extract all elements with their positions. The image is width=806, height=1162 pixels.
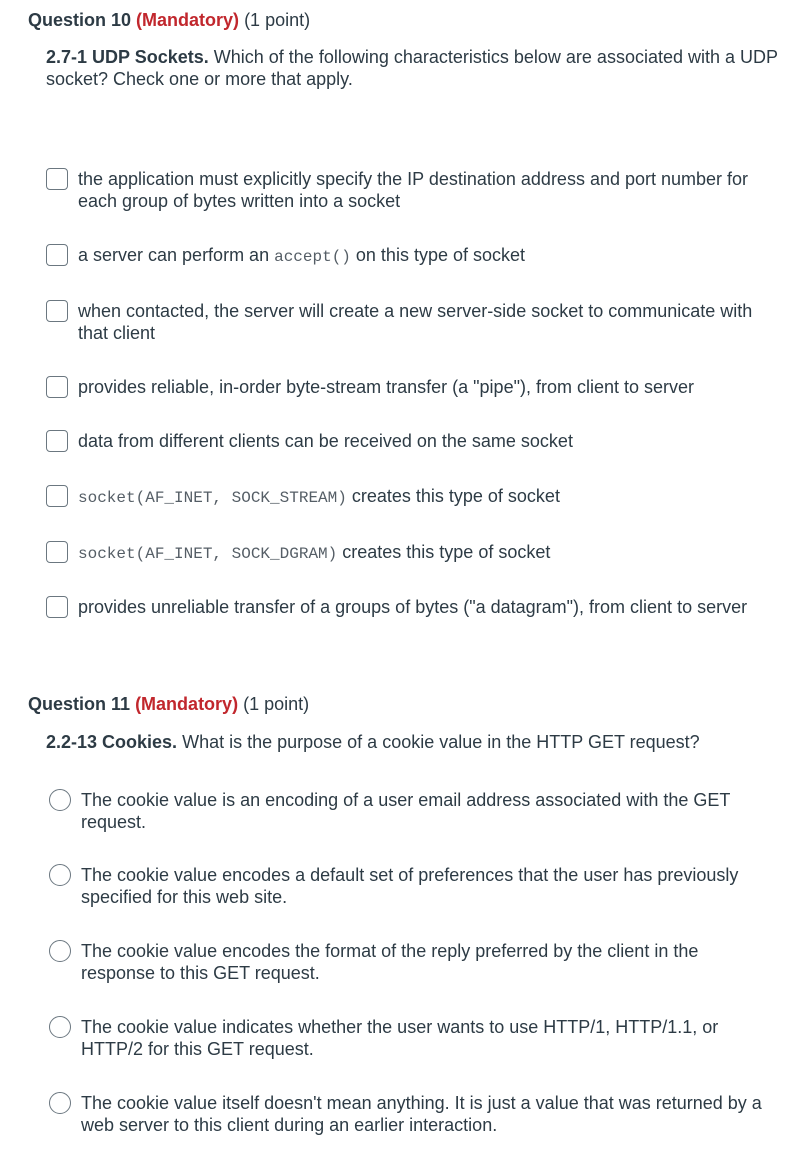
radio-button[interactable] [49, 864, 71, 886]
q11-option-2[interactable] [46, 864, 766, 908]
points-label: (1 point) [243, 694, 310, 714]
option-text: creates this type of socket [346, 486, 560, 506]
q10-option-8[interactable] [46, 596, 766, 618]
option-text: creates this type of socket [337, 542, 551, 562]
q11-option-1[interactable] [46, 789, 766, 833]
checkbox[interactable] [46, 485, 68, 507]
code-accept: accept() [274, 248, 351, 266]
radio-button[interactable] [49, 940, 71, 962]
checkbox[interactable] [46, 168, 68, 190]
option-label: The cookie value encodes the format of the reply preferred by the client in the response to this GET request. [81, 941, 699, 983]
question-number: Question 11 [28, 694, 131, 714]
question-10-header [28, 9, 310, 31]
option-text: on this type of socket [350, 245, 525, 265]
checkbox[interactable] [46, 376, 68, 398]
checkbox[interactable] [46, 300, 68, 322]
option-label: the application must explicitly specify the IP destination address and port number for each group of bytes written into a socket [78, 169, 749, 211]
option-text: a server can perform an [78, 245, 275, 265]
question-text: What is the purpose of a cookie value in the HTTP GET request? [182, 732, 700, 752]
q11-option-4[interactable] [46, 1016, 766, 1060]
mandatory-label: (Mandatory) [136, 10, 240, 30]
question-11-header [28, 693, 309, 715]
q10-option-3[interactable] [46, 300, 766, 344]
q10-option-1[interactable] [46, 168, 766, 212]
radio-button[interactable] [49, 1016, 71, 1038]
option-label: provides unreliable transfer of a groups of bytes ("a datagram"), from client to server [78, 597, 748, 617]
checkbox[interactable] [46, 596, 68, 618]
points-label: (1 point) [244, 10, 311, 30]
option-label [78, 485, 560, 509]
q10-option-6[interactable] [46, 485, 766, 509]
checkbox[interactable] [46, 244, 68, 266]
option-label: The cookie value itself doesn't mean anything. It is just a value that was returned by a web server to this client during an earlier interaction. [81, 1093, 762, 1135]
q10-option-2[interactable] [46, 244, 766, 268]
mandatory-label: (Mandatory) [135, 694, 239, 714]
option-label: The cookie value encodes a default set of preferences that the user has previously specified for this web site. [81, 865, 739, 907]
q11-option-3[interactable] [46, 940, 766, 984]
code-socket-stream: socket(AF_INET, SOCK_STREAM) [78, 489, 347, 507]
q10-option-5[interactable] [46, 430, 766, 452]
checkbox[interactable] [46, 541, 68, 563]
q10-option-4[interactable] [46, 376, 766, 398]
radio-button[interactable] [49, 789, 71, 811]
q10-option-7[interactable] [46, 541, 766, 565]
option-label: The cookie value is an encoding of a user email address associated with the GET request. [81, 790, 731, 832]
question-11-prompt [46, 731, 786, 753]
option-label: when contacted, the server will create a new server-side socket to communicate with that client [78, 301, 753, 343]
code-socket-dgram: socket(AF_INET, SOCK_DGRAM) [78, 545, 338, 563]
question-topic: 2.7-1 UDP Sockets. [46, 47, 209, 67]
question-number: Question 10 [28, 10, 132, 30]
question-topic: 2.2-13 Cookies. [46, 732, 178, 752]
question-text: Which of the following characteristics below are associated with a UDP socket? Check one or more that apply. [46, 47, 778, 89]
option-label [78, 541, 550, 565]
radio-button[interactable] [49, 1092, 71, 1114]
option-label: The cookie value indicates whether the user wants to use HTTP/1, HTTP/1.1, or HTTP/2 for this GET request. [81, 1017, 719, 1059]
option-label [78, 244, 525, 268]
option-label: data from different clients can be received on the same socket [78, 431, 573, 451]
option-label: provides reliable, in-order byte-stream transfer (a "pipe"), from client to server [78, 377, 695, 397]
question-10-prompt [46, 46, 786, 90]
q11-option-5[interactable] [46, 1092, 766, 1136]
checkbox[interactable] [46, 430, 68, 452]
